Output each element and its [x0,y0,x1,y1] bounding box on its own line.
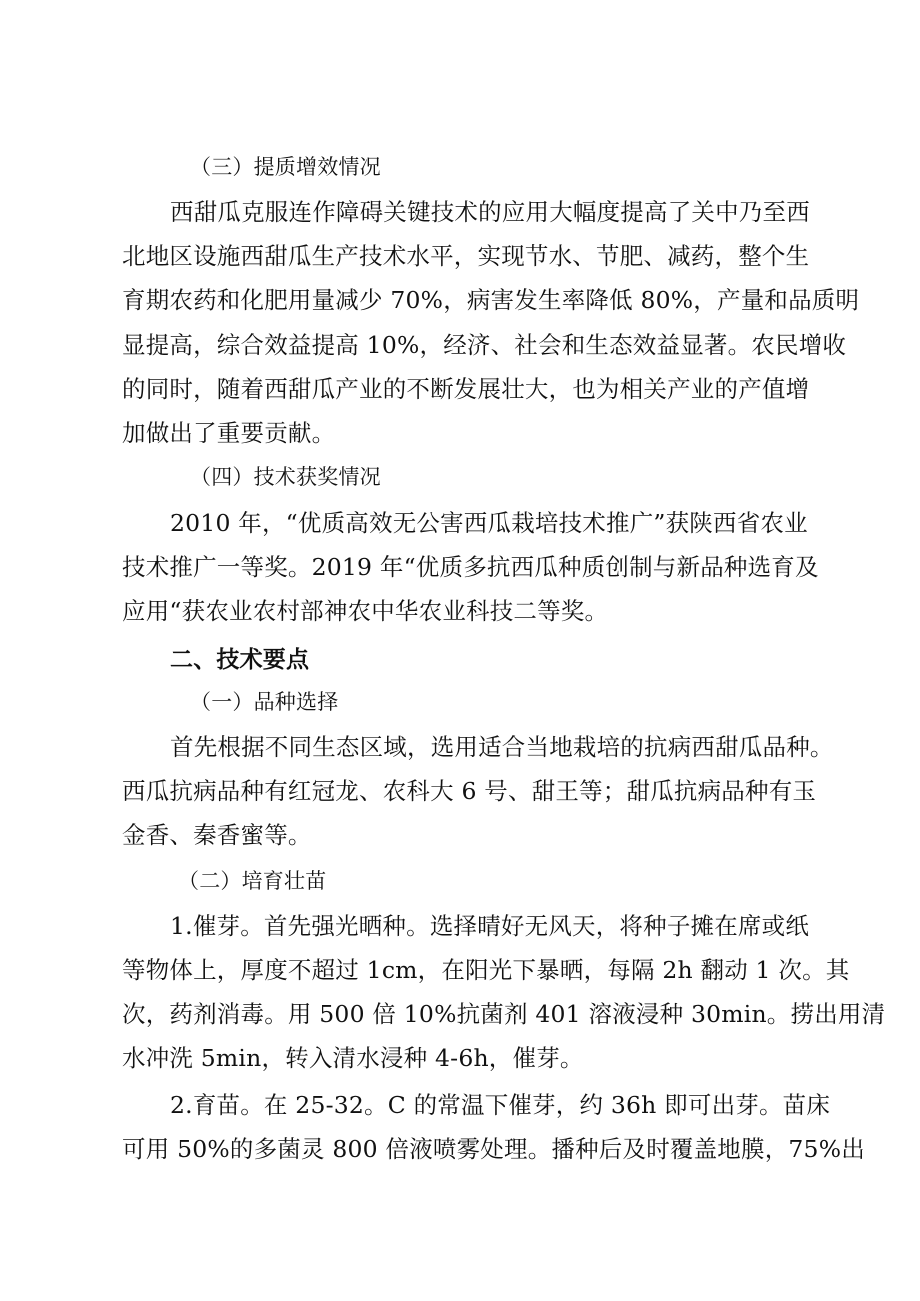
paragraph-line: 育期农药和化肥用量减少 70%，病害发生率降低 80%，产量和品质明 [122,286,860,314]
section-3-title: （三）提质增效情况 [190,155,381,179]
paragraph-line: 次，药剂消毒。用 500 倍 10%抗菌剂 401 溶液浸种 30min。捞出用清 [122,1000,886,1028]
paragraph-line: 2010 年，“优质高效无公害西瓜栽培技术推广”获陕西省农业 [170,509,808,537]
subsection-2-title: （二）培育壮苗 [178,869,327,893]
paragraph-line: 西甜瓜克服连作障碍关键技术的应用大幅度提高了关中乃至西 [170,198,810,226]
paragraph-line: 可用 50%的多菌灵 800 倍液喷雾处理。播种后及时覆盖地膜，75%出 [122,1135,865,1163]
paragraph-line: 北地区设施西甜瓜生产技术水平，实现节水、节肥、减药，整个生 [122,242,810,270]
paragraph-line: 水冲洗 5min，转入清水浸种 4-6h，催芽。 [122,1044,584,1072]
subsection-1-title: （一）品种选择 [190,690,339,714]
paragraph-line: 1.催芽。首先强光晒种。选择晴好无风天，将种子摊在席或纸 [170,912,810,940]
paragraph-line: 加做出了重要贡献。 [122,419,336,447]
paragraph-line: 金香、秦香蜜等。 [122,821,312,849]
paragraph-line: 应用“获农业农村部神农中华农业科技二等奖。 [122,597,609,625]
paragraph-line: 等物体上，厚度不超过 1cm，在阳光下暴晒，每隔 2h 翻动 1 次。其 [122,956,850,984]
paragraph-line: 显提高，综合效益提高 10%，经济、社会和生态效益显著。农民增收 [122,331,847,359]
section-heading: 二、技术要点 [170,647,310,673]
paragraph-line: 西瓜抗病品种有红冠龙、农科大 6 号、甜王等；甜瓜抗病品种有玉 [122,777,817,805]
section-4-title: （四）技术获奖情况 [190,465,381,489]
paragraph-line: 技术推广一等奖。2019 年“优质多抗西瓜种质创制与新品种选育及 [122,553,819,581]
paragraph-line: 首先根据不同生态区域，选用适合当地栽培的抗病西甜瓜品种。 [170,733,834,761]
paragraph-line: 2.育苗。在 25-32。C 的常温下催芽，约 36h 即可出芽。苗床 [170,1091,831,1119]
paragraph-line: 的同时，随着西甜瓜产业的不断发展壮大，也为相关产业的产值增 [122,375,810,403]
